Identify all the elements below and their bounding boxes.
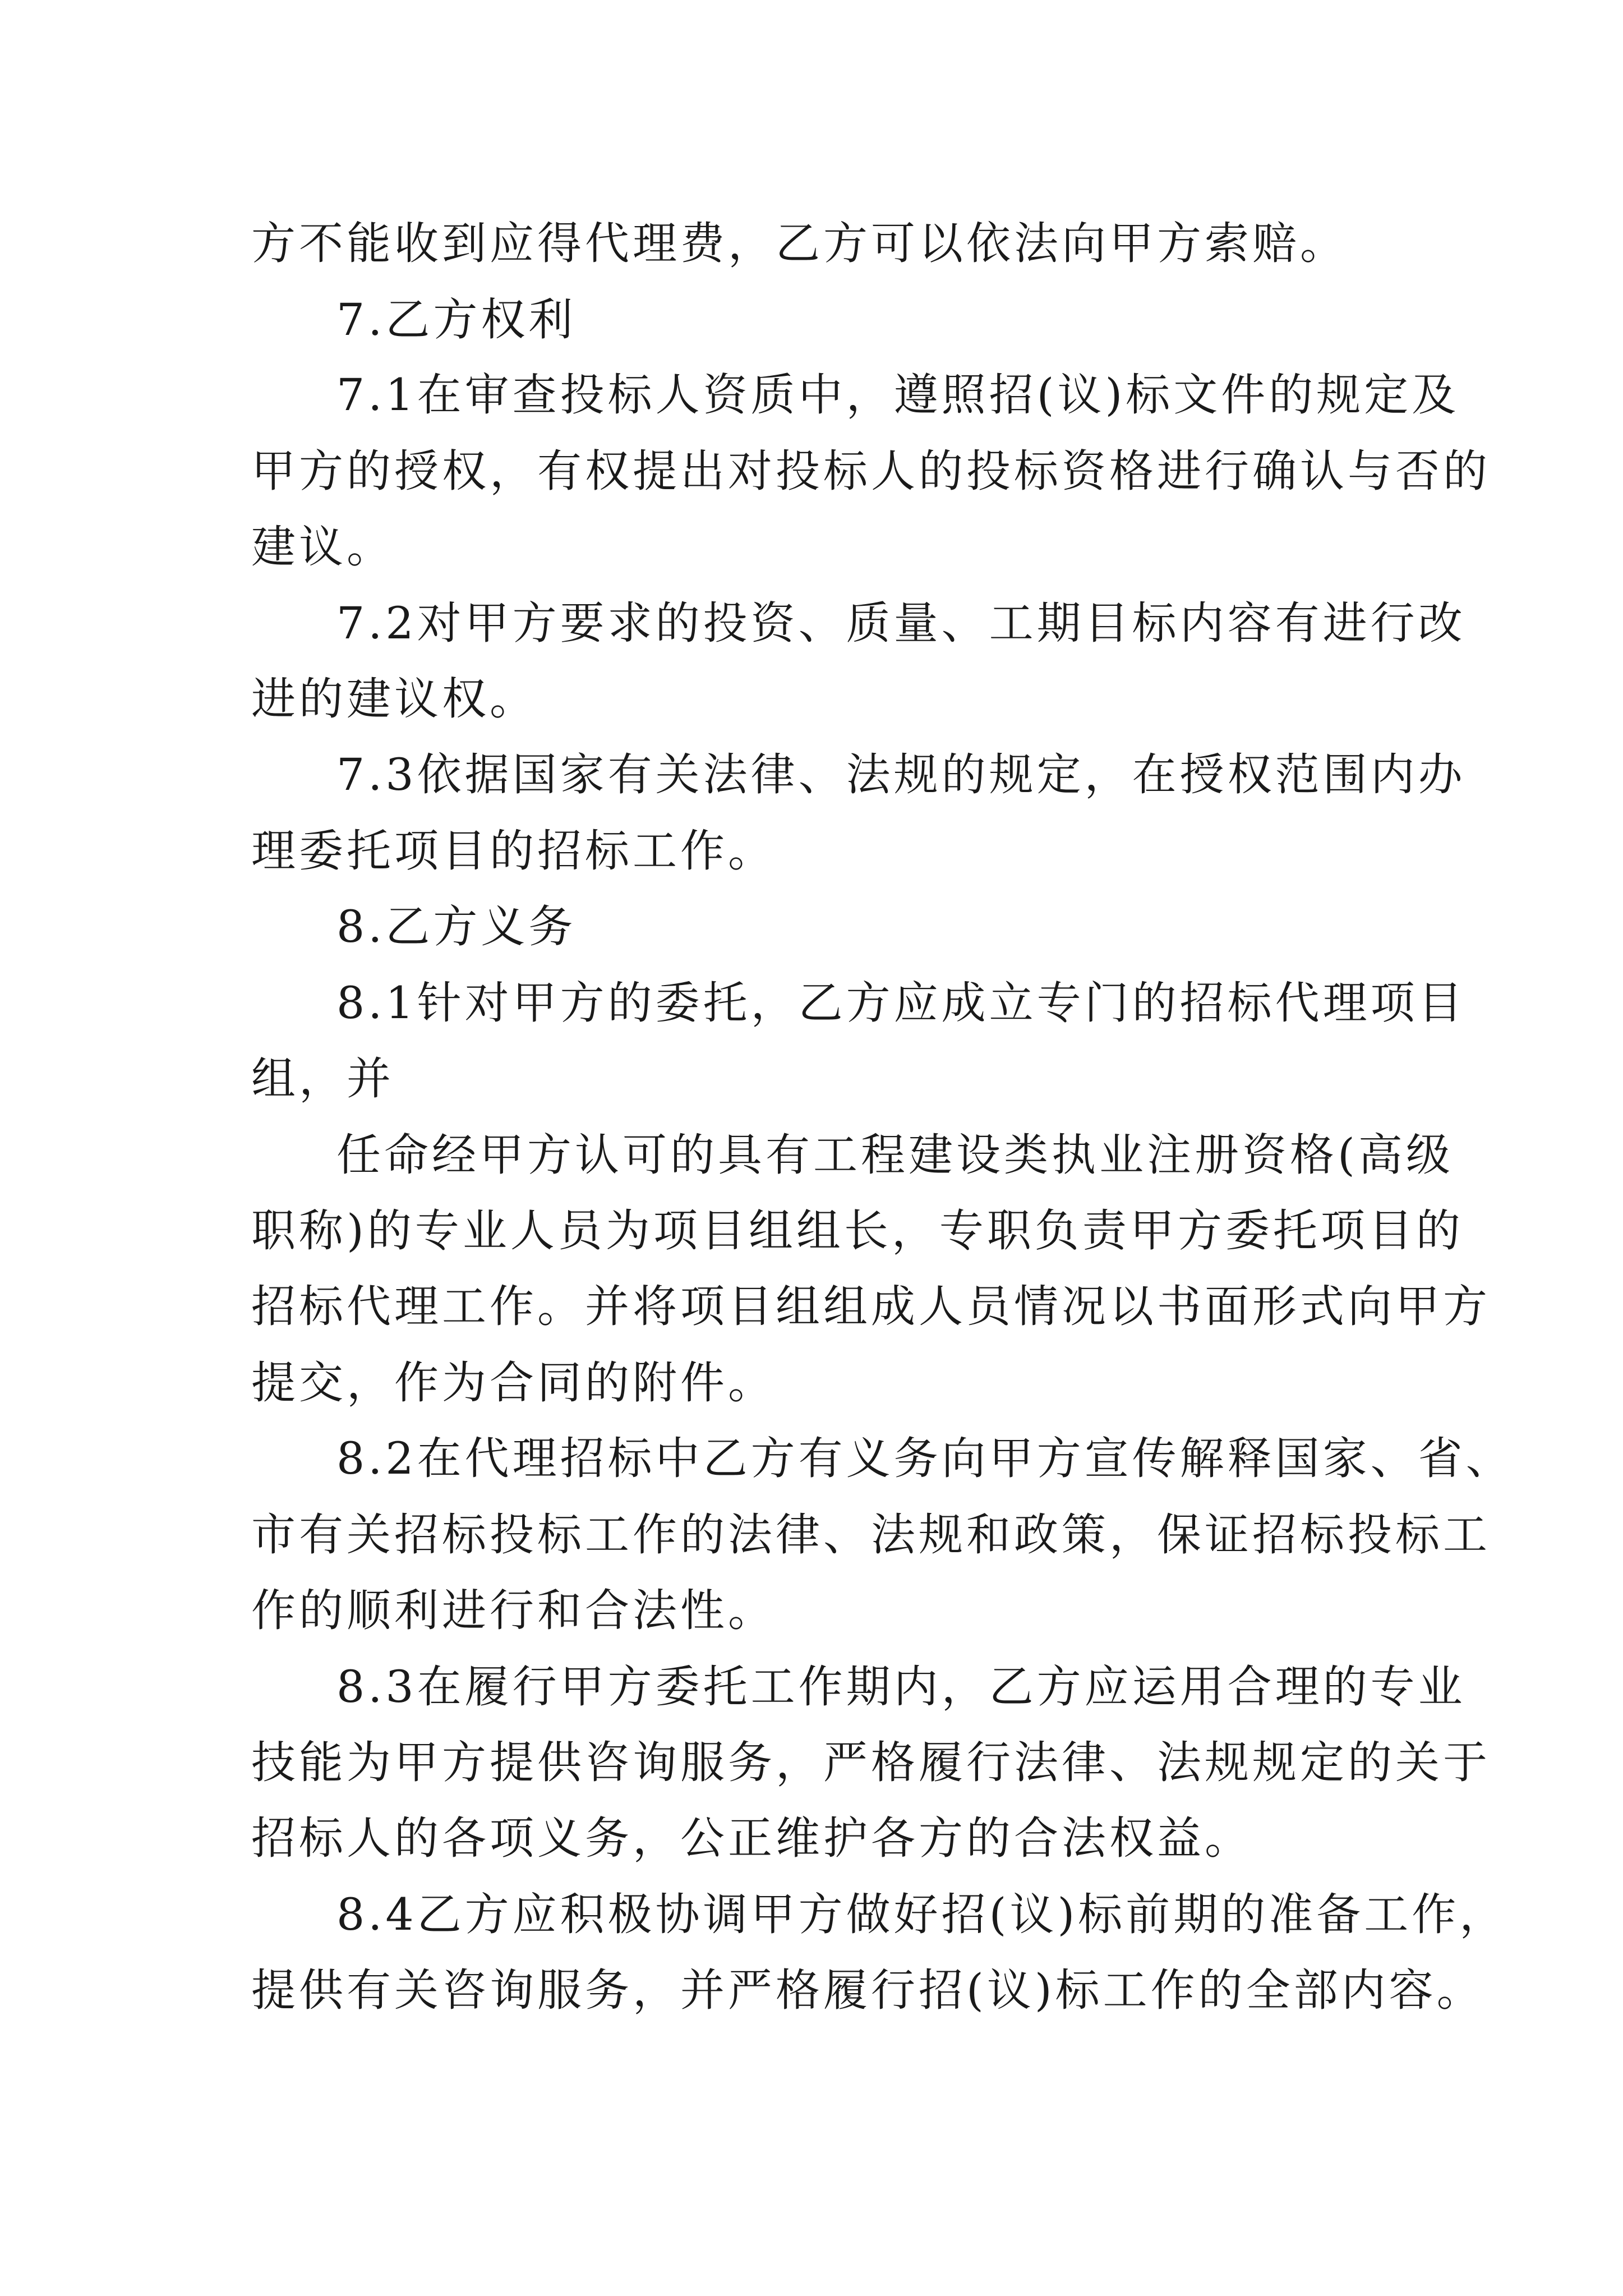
text-line: 市有关招标投标工作的法律、法规和政策，保证招标投标工 — [251, 1509, 1491, 1561]
text-line: 建议。 — [251, 521, 394, 573]
text-line: 8.1针对甲方的委托，乙方应成立专门的招标代理项目 — [336, 977, 1466, 1029]
section-heading: 8.乙方义务 — [336, 901, 577, 953]
text-line: 进的建议权。 — [251, 673, 537, 725]
text-line: 任命经甲方认可的具有工程建设类执业注册资格(高级 — [336, 1129, 1454, 1181]
text-line: 提交，作为合同的附件。 — [251, 1357, 776, 1409]
text-line: 提供有关咨询服务，并严格履行招(议)标工作的全部内容。 — [251, 1964, 1484, 2016]
text-line: 8.4乙方应积极协调甲方做好招(议)标前期的准备工作， — [336, 1889, 1507, 1940]
text-line: 8.3在履行甲方委托工作期内，乙方应运用合理的专业 — [336, 1661, 1466, 1713]
text-line: 甲方的授权，有权提出对投标人的投标资格进行确认与否的 — [251, 445, 1491, 497]
text-line: 8.2在代理招标中乙方有义务向甲方宣传解释国家、省、 — [336, 1433, 1514, 1484]
text-line: 7.1在审查投标人资质中，遵照招(议)标文件的规定及 — [336, 369, 1460, 421]
text-line: 作的顺利进行和合法性。 — [251, 1585, 776, 1636]
text-line: 方不能收到应得代理费，乙方可以依法向甲方索赔。 — [251, 218, 1348, 269]
text-line: 技能为甲方提供咨询服务，严格履行法律、法规规定的关于 — [251, 1737, 1491, 1788]
text-line: 职称)的专业人员为项目组组长，专职负责甲方委托项目的 — [251, 1205, 1464, 1257]
section-heading: 7.乙方权利 — [336, 294, 577, 346]
text-line: 组，并 — [251, 1053, 394, 1105]
text-line: 7.3依据国家有关法律、法规的规定，在授权范围内办 — [336, 749, 1466, 800]
text-line: 7.2对甲方要求的投资、质量、工期目标内容有进行改 — [336, 597, 1466, 649]
text-line: 招标人的各项义务，公正维护各方的合法权益。 — [251, 1812, 1252, 1864]
text-line: 理委托项目的招标工作。 — [251, 825, 776, 877]
text-line: 招标代理工作。并将项目组组成人员情况以书面形式向甲方 — [251, 1281, 1491, 1332]
